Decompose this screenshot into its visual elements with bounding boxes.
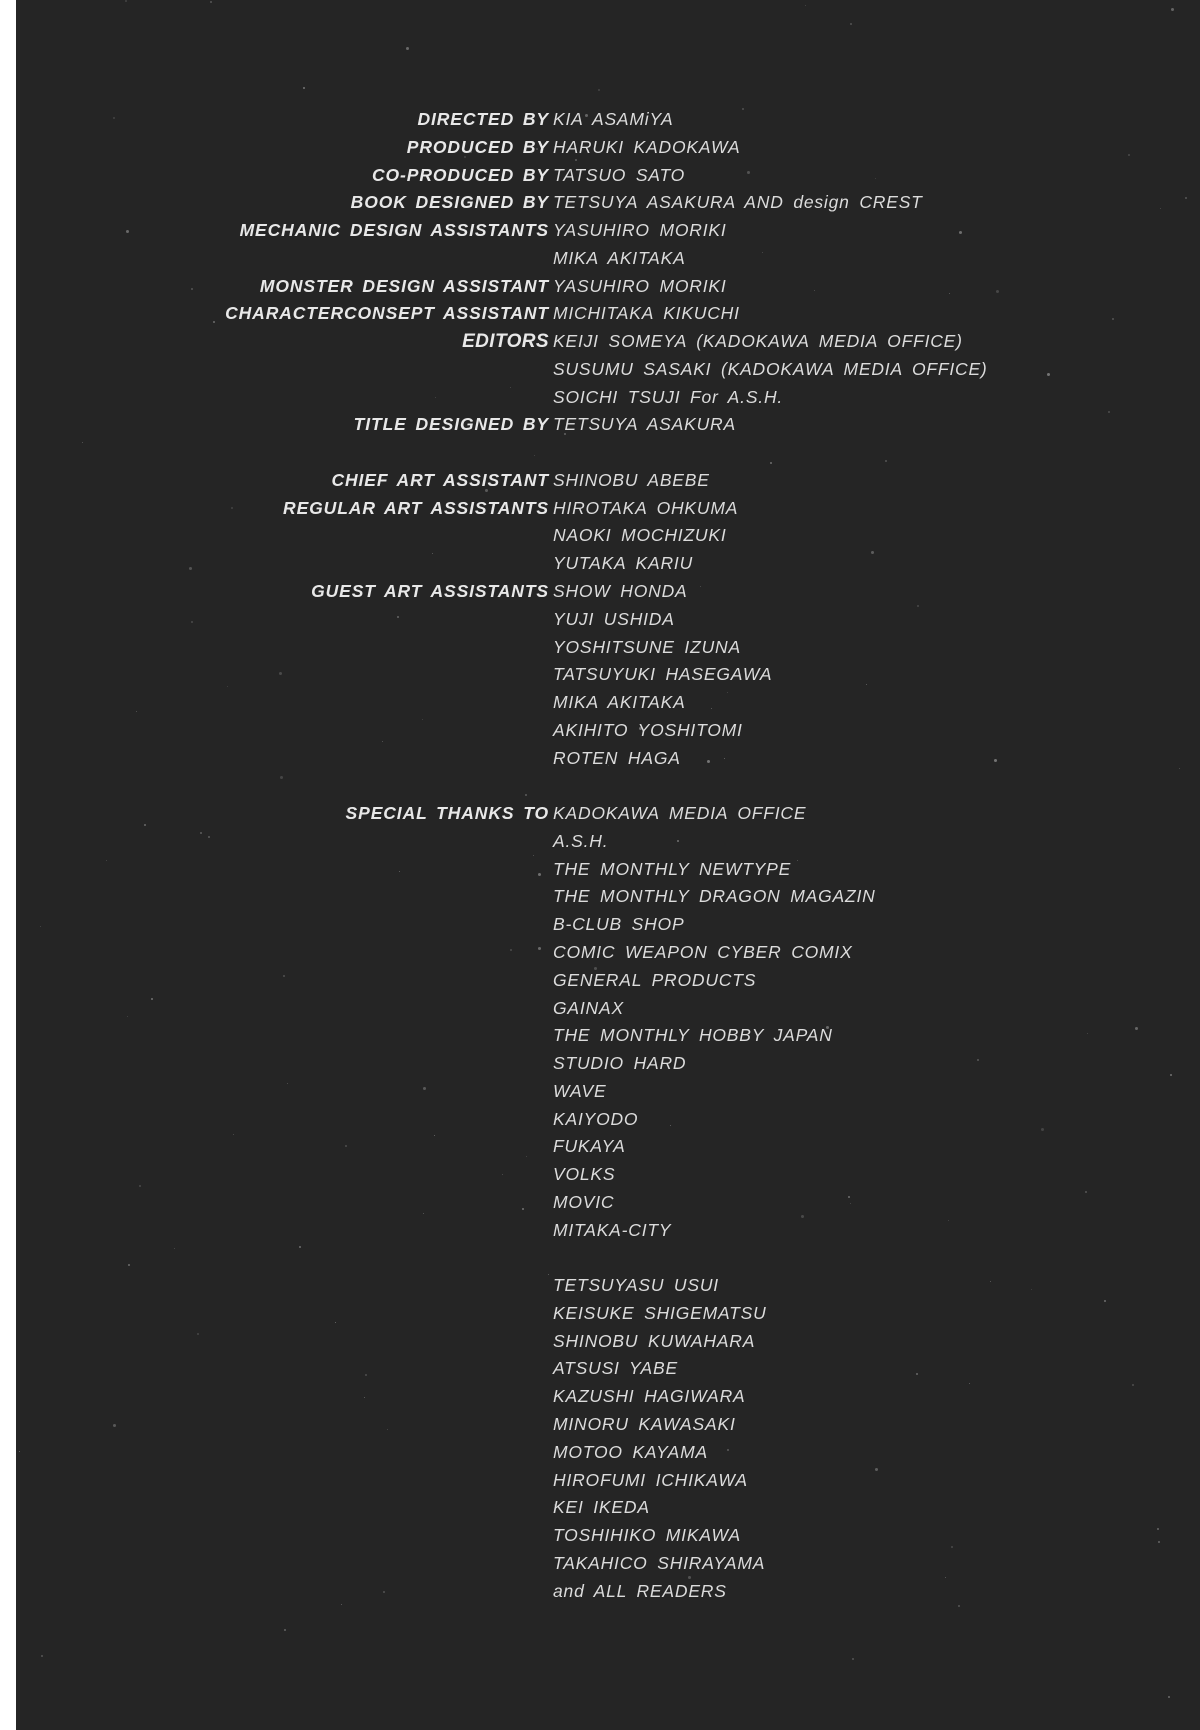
- credit-name: TETSUYA ASAKURA: [553, 414, 736, 435]
- credit-row: [16, 522, 1200, 550]
- credit-name: THE MONTHLY HOBBY JAPAN: [553, 1025, 833, 1046]
- credit-row: [16, 1217, 1200, 1245]
- credit-row: [16, 1244, 1200, 1272]
- credit-name: KAIYODO: [553, 1108, 639, 1129]
- credit-name: TAKAHICO SHIRAYAMA: [553, 1552, 766, 1573]
- credit-name: A.S.H.: [553, 830, 609, 851]
- credit-role: MONSTER DESIGN ASSISTANT: [259, 275, 549, 296]
- credit-name: TATSUYUKI HASEGAWA: [553, 664, 773, 685]
- credit-name: COMIC WEAPON CYBER COMIX: [553, 941, 853, 962]
- credit-name: KEISUKE SHIGEMATSU: [553, 1302, 767, 1323]
- credit-row: [16, 883, 1200, 911]
- credit-row: [16, 1550, 1200, 1578]
- credit-name: and ALL READERS: [553, 1580, 727, 1601]
- credit-row: [16, 1494, 1200, 1522]
- credit-row: [16, 689, 1200, 717]
- dust-speck: [852, 1658, 854, 1660]
- credit-row: [16, 578, 1200, 606]
- credit-name: B-CLUB SHOP: [553, 914, 685, 935]
- credit-name: HIROFUMI ICHIKAWA: [553, 1469, 748, 1490]
- credit-row: [16, 1355, 1200, 1383]
- credit-name: THE MONTHLY DRAGON MAGAZIN: [553, 886, 876, 907]
- credit-name: TETSUYASU USUI: [553, 1275, 719, 1296]
- credit-row: [16, 384, 1200, 412]
- credit-row: [16, 1022, 1200, 1050]
- credit-row: [16, 856, 1200, 884]
- credit-row: [16, 467, 1200, 495]
- credit-name: KIA ASAMiYA: [553, 109, 674, 129]
- credit-name: MICHITAKA KIKUCHI: [553, 303, 740, 324]
- credit-role: CO-PRODUCED BY: [372, 164, 549, 185]
- credit-row: [16, 1328, 1200, 1356]
- credit-row: [16, 1078, 1200, 1106]
- dust-speck: [125, 0, 127, 2]
- credit-row: [16, 1578, 1200, 1606]
- credit-name: KEIJI SOMEYA (KADOKAWA MEDIA OFFICE): [553, 331, 963, 352]
- credit-role: TITLE DESIGNED BY: [353, 414, 549, 435]
- credit-name: SHOW HONDA: [553, 581, 688, 602]
- credit-name: HIROTAKA OHKUMA: [553, 497, 739, 518]
- credit-name: GAINAX: [553, 997, 624, 1018]
- dust-speck: [850, 23, 852, 25]
- credit-row: [16, 1161, 1200, 1189]
- credit-row: [16, 245, 1200, 273]
- credit-name: SHINOBU KUWAHARA: [553, 1330, 756, 1351]
- dust-speck: [1168, 1696, 1170, 1698]
- credits-list: [16, 106, 1200, 1605]
- credit-name: ROTEN HAGA: [553, 747, 681, 768]
- credit-name: YUJI USHIDA: [553, 608, 675, 629]
- credit-name: YOSHITSUNE IZUNA: [553, 636, 741, 657]
- credit-name: ATSUSI YABE: [553, 1358, 678, 1379]
- credit-name: KADOKAWA MEDIA OFFICE: [553, 803, 807, 824]
- credit-role: CHIEF ART ASSISTANT: [331, 469, 549, 490]
- credit-row: [16, 606, 1200, 634]
- credit-row: [16, 1272, 1200, 1300]
- credit-name: KAZUSHI HAGIWARA: [553, 1386, 746, 1407]
- credit-name: FUKAYA: [553, 1136, 626, 1157]
- credit-row: [16, 550, 1200, 578]
- dust-speck: [41, 1655, 43, 1657]
- credit-name: TATSUO SATO: [553, 164, 686, 185]
- credit-row: [16, 300, 1200, 328]
- credit-name: MOVIC: [553, 1191, 615, 1212]
- credit-row: [16, 1467, 1200, 1495]
- credit-row: [16, 828, 1200, 856]
- credit-role: PRODUCED BY: [406, 136, 549, 157]
- credit-name: STUDIO HARD: [553, 1053, 687, 1074]
- credit-name: WAVE: [553, 1080, 607, 1101]
- credit-name: GENERAL PRODUCTS: [553, 969, 757, 990]
- credit-row: [16, 717, 1200, 745]
- credit-row: [16, 1133, 1200, 1161]
- credit-name: MIKA AKITAKA: [553, 247, 686, 268]
- credit-role: SPECIAL THANKS TO: [345, 803, 549, 824]
- credit-role: CHARACTERCONSEPT ASSISTANT: [225, 303, 549, 324]
- credit-role: BOOK DESIGNED BY: [350, 192, 549, 213]
- credit-role: DIRECTED BY: [417, 109, 549, 129]
- credit-name: MIKA AKITAKA: [553, 692, 686, 713]
- credit-row: [16, 356, 1200, 384]
- credit-role: GUEST ART ASSISTANTS: [311, 581, 549, 602]
- credit-role: MECHANIC DESIGN ASSISTANTS: [239, 220, 549, 241]
- credit-row: [16, 328, 1200, 356]
- credit-row: [16, 995, 1200, 1023]
- credit-name: NAOKI MOCHIZUKI: [553, 525, 727, 546]
- dust-speck: [406, 47, 409, 50]
- dust-speck: [1171, 8, 1174, 11]
- credit-row: [16, 772, 1200, 800]
- credit-row: [16, 106, 1200, 134]
- dust-speck: [598, 89, 600, 91]
- credit-name: AKIHITO YOSHITOMI: [553, 719, 743, 740]
- credit-role: REGULAR ART ASSISTANTS: [283, 497, 549, 518]
- credits-page: [16, 0, 1200, 1730]
- credit-row: [16, 189, 1200, 217]
- credit-row: [16, 1300, 1200, 1328]
- credit-row: [16, 1383, 1200, 1411]
- credit-name: YASUHIRO MORIKI: [553, 275, 727, 296]
- credit-name: YASUHIRO MORIKI: [553, 220, 727, 241]
- credit-name: YUTAKA KARIU: [553, 553, 694, 574]
- credit-name: MINORU KAWASAKI: [553, 1413, 736, 1434]
- credit-row: [16, 1189, 1200, 1217]
- credit-row: [16, 1522, 1200, 1550]
- credit-role: EDITORS: [462, 331, 549, 353]
- credit-name: SUSUMU SASAKI (KADOKAWA MEDIA OFFICE): [553, 358, 988, 379]
- credit-row: [16, 800, 1200, 828]
- credit-name: SHINOBU ABEBE: [553, 469, 710, 490]
- credit-name: TETSUYA ASAKURA AND design CREST: [553, 192, 923, 213]
- credit-row: [16, 162, 1200, 190]
- credit-name: MITAKA-CITY: [553, 1219, 672, 1240]
- credit-name: MOTOO KAYAMA: [553, 1441, 708, 1462]
- credit-row: [16, 439, 1200, 467]
- credit-name: TOSHIHIKO MIKAWA: [553, 1525, 741, 1546]
- credit-row: [16, 1439, 1200, 1467]
- credit-row: [16, 217, 1200, 245]
- credit-row: [16, 1106, 1200, 1134]
- credit-name: HARUKI KADOKAWA: [553, 136, 741, 157]
- dust-speck: [210, 1, 212, 3]
- credit-name: KEI IKEDA: [553, 1497, 650, 1518]
- credit-row: [16, 661, 1200, 689]
- credit-row: [16, 495, 1200, 523]
- credit-row: [16, 134, 1200, 162]
- credit-row: [16, 273, 1200, 301]
- credit-row: [16, 967, 1200, 995]
- credit-row: [16, 411, 1200, 439]
- dust-speck: [284, 1629, 286, 1631]
- credit-name: VOLKS: [553, 1164, 616, 1185]
- credit-row: [16, 634, 1200, 662]
- credit-row: [16, 745, 1200, 773]
- credit-row: [16, 1050, 1200, 1078]
- dust-speck: [303, 87, 305, 89]
- credit-name: SOICHI TSUJI For A.S.H.: [553, 386, 784, 407]
- credit-row: [16, 939, 1200, 967]
- credit-name: THE MONTHLY NEWTYPE: [553, 858, 792, 879]
- credit-row: [16, 1411, 1200, 1439]
- credit-row: [16, 911, 1200, 939]
- dust-speck: [805, 5, 806, 6]
